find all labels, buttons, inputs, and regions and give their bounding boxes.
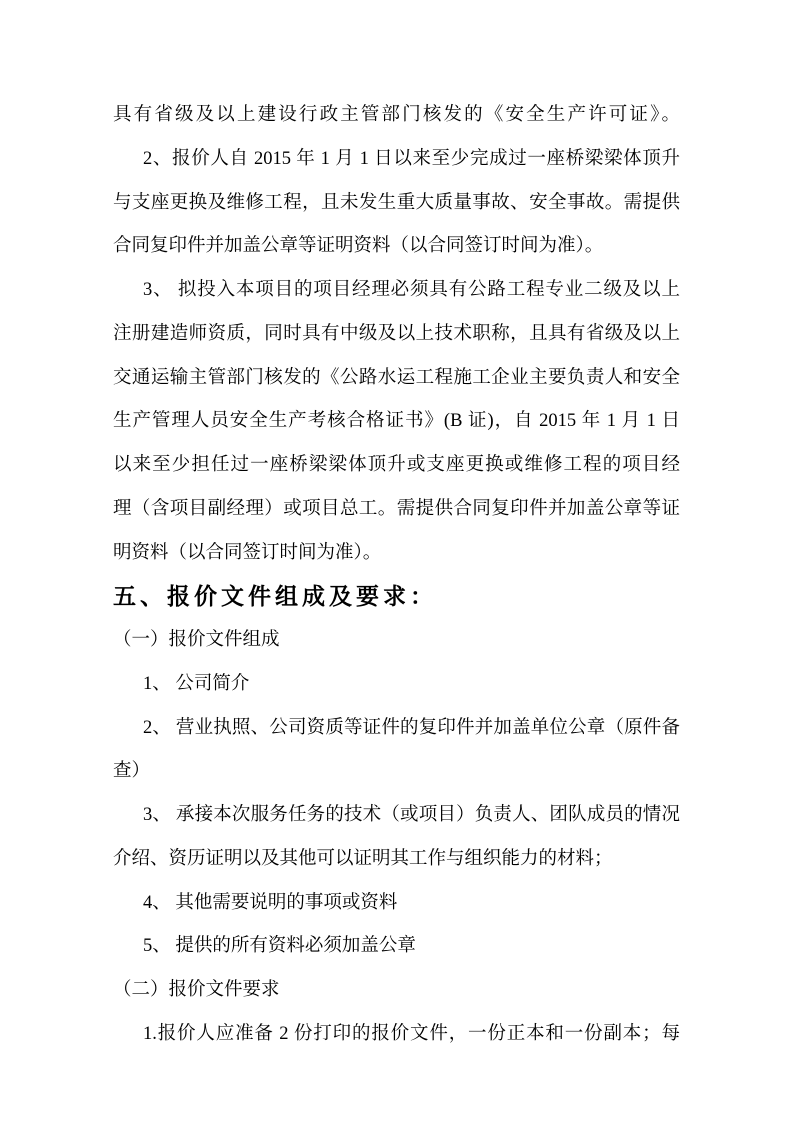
paragraph-item-3	[113, 269, 680, 575]
text-line: 注册建造师资质，同时具有中级及以上技术职称，且具有省级及以上	[113, 323, 680, 344]
text-line: 生产管理人员安全生产考核合格证书》(B 证)，自 2015 年 1 月 1 日	[113, 411, 680, 432]
paragraph-continuation	[113, 94, 680, 138]
paragraph-item-2	[113, 138, 680, 269]
section-5	[113, 575, 680, 619]
subsection-heading: （二）报价文件要求	[113, 980, 280, 1000]
text-line: 4、 其他需要说明的事项或资料	[143, 892, 398, 913]
text-line: 交通运输主管部门核发的《公路水运工程施工企业主要负责人和安全	[113, 367, 680, 388]
text-line: 理（含项目副经理）或项目总工。需提供合同复印件并加盖公章等证	[113, 498, 680, 519]
text-line: 1.报价人应准备 2 份打印的报价文件，一份正本和一份副本；每	[143, 1023, 680, 1044]
paragraph-list-item-2	[113, 707, 680, 795]
text-line: 查）	[113, 761, 151, 782]
text-line: 5、 提供的所有资料必须加盖公章	[143, 936, 416, 957]
text-line: 1、 公司简介	[143, 673, 250, 694]
section-heading: 五、报价文件组成及要求：	[113, 583, 437, 610]
paragraph-list-item-1	[113, 663, 680, 707]
text-line: 明资料（以合同签订时间为准）。	[113, 542, 382, 563]
text-line: 具有省级及以上建设行政主管部门核发的《安全生产许可证》。	[113, 105, 680, 125]
text-line: 2、报价人自 2015 年 1 月 1 日以来至少完成过一座桥梁梁体顶升	[143, 148, 680, 169]
text-line: 介绍、资历证明以及其他可以证明其工作与组织能力的材料；	[113, 848, 613, 869]
subsection-2	[113, 969, 680, 1013]
text-line: 3、 拟投入本项目的项目经理必须具有公路工程专业二级及以上	[143, 280, 680, 300]
text-line: 合同复印件并加盖公章等证明资料（以合同签订时间为准）。	[113, 236, 604, 257]
paragraph-requirement-1	[113, 1013, 680, 1057]
text-line: 以来至少担任过一座桥梁梁体顶升或支座更换或维修工程的项目经	[113, 455, 680, 475]
paragraph-list-item-5	[113, 925, 680, 969]
subsection-heading: （一）报价文件组成	[113, 630, 280, 650]
paragraph-list-item-4	[113, 882, 680, 926]
subsection-1	[113, 619, 680, 663]
text-line: 3、 承接本次服务任务的技术（或项目）负责人、团队成员的情况	[143, 805, 680, 825]
paragraph-list-item-3	[113, 794, 680, 882]
text-line: 2、 营业执照、公司资质等证件的复印件并加盖单位公章（原件备	[143, 717, 680, 738]
text-line: 与支座更换及维修工程，且未发生重大质量事故、安全事故。需提供	[113, 192, 680, 213]
